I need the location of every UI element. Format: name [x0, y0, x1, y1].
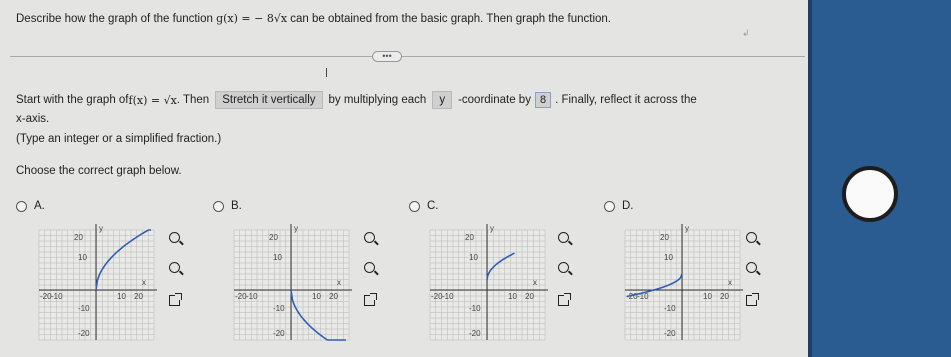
expand-graph-icon[interactable]: [360, 291, 378, 309]
divider: [10, 56, 805, 57]
axis-suffix: .: [46, 113, 50, 125]
choice-a[interactable]: [16, 200, 45, 212]
y-axis-label: y: [99, 224, 103, 233]
expand-graph-icon[interactable]: [742, 291, 760, 309]
tick-label: 10: [117, 292, 126, 301]
instruction-reflect: . Finally, reflect it across the: [555, 94, 697, 106]
zoom-out-icon[interactable]: [360, 258, 378, 276]
tick-label: -20: [431, 292, 443, 301]
tick-label: -10: [637, 292, 649, 301]
tick-label: -10: [442, 292, 454, 301]
axis-line: [16, 113, 49, 125]
hint-text: (Type an integer or a simplified fraction.): [16, 133, 222, 145]
radio-c[interactable]: [409, 201, 420, 212]
tick-label: 20: [74, 233, 83, 242]
zoom-out-icon[interactable]: [165, 258, 183, 276]
tick-label: 10: [78, 253, 87, 262]
expand-button[interactable]: •••: [372, 51, 402, 62]
axis-text: x-axis: [16, 113, 47, 125]
tick-label: -10: [469, 304, 481, 313]
x-axis-label: x: [337, 278, 341, 287]
tick-label: -20: [626, 292, 638, 301]
graph-d: [620, 222, 745, 342]
radio-b[interactable]: [213, 201, 224, 212]
instruction-then: . Then: [176, 94, 210, 106]
zoom-in-icon[interactable]: [360, 228, 378, 246]
tick-label: -20: [40, 292, 52, 301]
zoom-in-icon[interactable]: [742, 228, 760, 246]
expand-graph-icon[interactable]: [165, 291, 183, 309]
close-icon[interactable]: ↲: [742, 28, 750, 38]
tick-label: -20: [78, 329, 90, 338]
tick-label: 20: [329, 292, 338, 301]
prompt-text: Choose the correct graph below.: [16, 165, 182, 177]
zoom-in-icon[interactable]: [554, 228, 572, 246]
tick-label: -20: [273, 329, 285, 338]
radio-d[interactable]: [604, 201, 615, 212]
graph-c: [425, 222, 550, 342]
tick-label: 10: [312, 292, 321, 301]
graph-a: [34, 222, 159, 342]
instruction-by-multiplying: by multiplying each: [328, 94, 427, 106]
tick-label: 20: [525, 292, 534, 301]
text-cursor: [326, 68, 327, 77]
tick-label: -10: [246, 292, 258, 301]
y-axis-label: y: [685, 224, 689, 233]
tick-label: -20: [664, 329, 676, 338]
y-axis-label: y: [490, 224, 494, 233]
graph-b: [229, 222, 354, 342]
choice-a-label: A.: [34, 200, 45, 212]
question-text: [16, 12, 611, 25]
tick-label: 20: [134, 292, 143, 301]
coordinate-select[interactable]: y: [432, 91, 452, 109]
radio-a[interactable]: [16, 201, 27, 212]
tick-label: 20: [660, 233, 669, 242]
tick-label: 20: [269, 233, 278, 242]
right-panel-edge: [808, 0, 812, 357]
tick-label: 20: [465, 233, 474, 242]
choice-d[interactable]: [604, 200, 634, 212]
large-radio-indicator[interactable]: [842, 166, 898, 222]
tick-label: -10: [273, 304, 285, 313]
x-axis-label: x: [533, 278, 537, 287]
tick-label: 10: [664, 253, 673, 262]
f-function: f(x) = √x: [128, 93, 177, 107]
tick-label: 20: [720, 292, 729, 301]
factor-input[interactable]: 8: [535, 92, 551, 108]
expand-graph-icon[interactable]: [554, 291, 572, 309]
choice-c[interactable]: [409, 200, 439, 212]
tick-label: -10: [664, 304, 676, 313]
transformation-select[interactable]: Stretch it vertically: [215, 91, 322, 109]
choice-c-label: C.: [427, 200, 439, 212]
tick-label: 10: [703, 292, 712, 301]
zoom-out-icon[interactable]: [742, 258, 760, 276]
choice-d-label: D.: [622, 200, 634, 212]
tick-label: 10: [508, 292, 517, 301]
question-suffix: can be obtained from the basic graph. Then graph the function.: [287, 13, 611, 25]
x-axis-label: x: [142, 278, 146, 287]
y-axis-label: y: [294, 224, 298, 233]
tick-label: -10: [78, 304, 90, 313]
tick-label: 10: [469, 253, 478, 262]
instruction-start: Start with the graph of: [16, 94, 129, 106]
tick-label: -10: [51, 292, 63, 301]
question-prefix: Describe how the graph of the function: [16, 13, 217, 25]
zoom-in-icon[interactable]: [165, 228, 183, 246]
tick-label: 10: [273, 253, 282, 262]
tick-label: -20: [235, 292, 247, 301]
choice-b[interactable]: [213, 200, 242, 212]
instruction-coordinate-suffix: -coordinate by: [458, 94, 531, 106]
tick-label: -20: [469, 329, 481, 338]
choice-b-label: B.: [231, 200, 242, 212]
g-function: g(x) = − 8√x: [216, 12, 288, 25]
instruction-line: [16, 91, 697, 109]
x-axis-label: x: [728, 278, 732, 287]
zoom-out-icon[interactable]: [554, 258, 572, 276]
